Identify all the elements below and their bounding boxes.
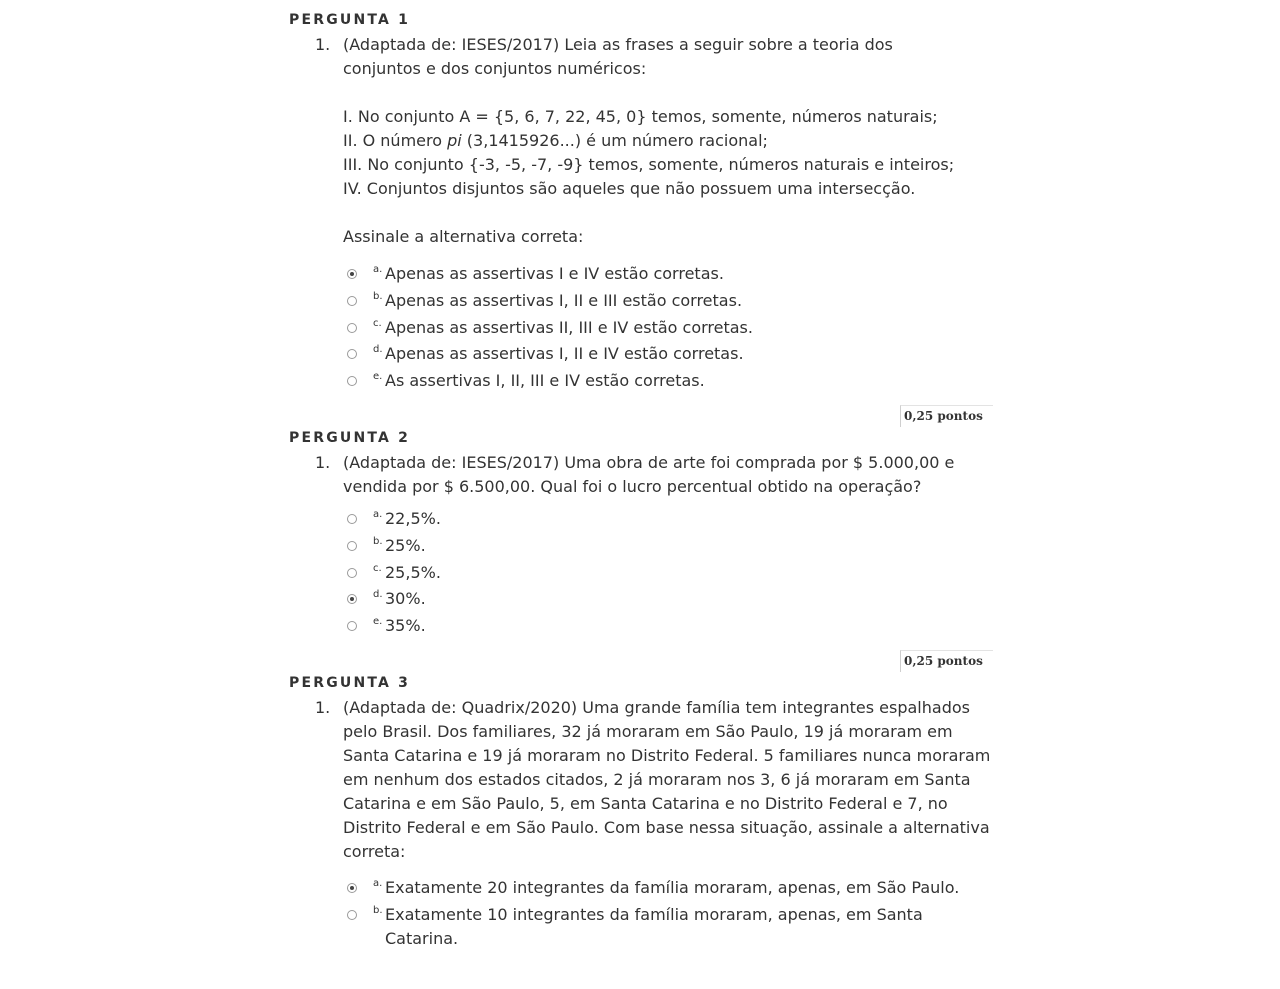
answer-letter: a.: [373, 264, 383, 275]
question-heading: PERGUNTA 2: [289, 430, 411, 446]
radio-button[interactable]: [347, 376, 357, 386]
answer-option-a[interactable]: [346, 876, 996, 903]
statement-2: II. O número pi (3,1415926...) é um número racional;: [343, 131, 768, 150]
statement-3: III. No conjunto {-3, -5, -7, -9} temos, somente, números naturais e inteiros;: [343, 155, 955, 174]
answer-option-a[interactable]: [346, 507, 996, 534]
points-label: 0,25 pontos: [900, 405, 993, 427]
answer-text: 35%.: [385, 616, 426, 636]
answer-letter: c.: [373, 562, 382, 574]
answer-text: 22,5%.: [385, 509, 441, 528]
answer-list: [346, 262, 996, 396]
answer-letter: b.: [373, 904, 383, 916]
question-number: 1.: [315, 453, 331, 472]
answer-letter: a.: [373, 878, 383, 889]
answer-letter: d.: [373, 344, 383, 356]
radio-button[interactable]: [347, 541, 357, 551]
question-text: (Adaptada de: Quadrix/2020) Uma grande família tem integrantes espalhados pelo Brasil. Dos familiares, 32 já moraram em São Paulo, 19 já moraram em Santa Catarina e 19 já moraram no Distrito Federal. 5 familiares nunca moraram em nenhum dos estados citados, 2 já moraram nos 3, 6 já moraram em Santa Catarina e em São Paulo, 5, em Santa Catarina e no Distrito Federal e 7, no Distrito Federal e em São Paulo. Com base nessa situação, assinale a alternativa correta:: [343, 698, 991, 861]
answer-letter: a.: [373, 509, 383, 520]
answer-text: As assertivas I, II, III e IV estão corretas.: [385, 371, 705, 391]
answer-option-e[interactable]: [346, 614, 996, 641]
question-number: 1.: [315, 698, 331, 717]
answer-list: [346, 507, 996, 641]
answer-text: 30%.: [385, 589, 426, 609]
radio-button[interactable]: [347, 621, 357, 631]
question-heading: PERGUNTA 1: [289, 12, 411, 28]
question-text: (Adaptada de: IESES/2017) Uma obra de arte foi comprada por $ 5.000,00 e vendida por $ 6.500,00. Qual foi o lucro percentual obtido na operação?: [343, 453, 955, 496]
question-intro: (Adaptada de: IESES/2017) Leia as frases a seguir sobre a teoria dos conjuntos e dos conjuntos numéricos:: [343, 35, 893, 78]
answer-text: 25,5%.: [385, 562, 441, 582]
answer-letter: b.: [373, 290, 383, 302]
answer-text: 25%.: [385, 535, 426, 555]
answer-letter: e.: [373, 371, 383, 383]
statement-4: IV. Conjuntos disjuntos são aqueles que não possuem uma intersecção.: [343, 179, 916, 198]
radio-button[interactable]: [347, 568, 357, 578]
answer-text: Apenas as assertivas I e IV estão corretas.: [385, 264, 724, 283]
answer-option-d[interactable]: [346, 342, 996, 369]
answer-text: Exatamente 10 integrantes da família moraram, apenas, em Santa Catarina.: [385, 904, 923, 948]
answer-option-b[interactable]: [346, 534, 996, 561]
question-heading: PERGUNTA 3: [289, 675, 411, 691]
radio-button-selected[interactable]: [347, 883, 357, 893]
radio-button[interactable]: [347, 910, 357, 920]
answer-option-b[interactable]: [346, 903, 996, 955]
answer-list: [346, 876, 996, 955]
question-number: 1.: [315, 35, 331, 54]
question-prompt: Assinale a alternativa correta:: [343, 227, 584, 246]
answer-option-c[interactable]: [346, 316, 996, 343]
radio-button[interactable]: [347, 349, 357, 359]
radio-button[interactable]: [347, 296, 357, 306]
answer-option-e[interactable]: [346, 369, 996, 396]
answer-letter: c.: [373, 317, 382, 329]
answer-text: Exatamente 20 integrantes da família moraram, apenas, em São Paulo.: [385, 878, 960, 897]
answer-letter: e.: [373, 616, 383, 628]
answer-option-d[interactable]: [346, 587, 996, 614]
answer-letter: b.: [373, 535, 383, 547]
radio-button-selected[interactable]: [347, 269, 357, 279]
points-label: 0,25 pontos: [900, 650, 993, 672]
statement-1: I. No conjunto A = {5, 6, 7, 22, 45, 0} temos, somente, números naturais;: [343, 107, 938, 126]
answer-text: Apenas as assertivas I, II e IV estão corretas.: [385, 344, 744, 364]
answer-option-c[interactable]: [346, 561, 996, 588]
answer-letter: d.: [373, 589, 383, 601]
question-text: [343, 33, 993, 249]
answer-text: Apenas as assertivas I, II e III estão corretas.: [385, 290, 743, 310]
answer-option-b[interactable]: [346, 289, 996, 316]
radio-button[interactable]: [347, 323, 357, 333]
radio-button-selected[interactable]: [347, 594, 357, 604]
answer-text: Apenas as assertivas II, III e IV estão corretas.: [385, 317, 753, 337]
radio-button[interactable]: [347, 514, 357, 524]
answer-option-a[interactable]: [346, 262, 996, 289]
